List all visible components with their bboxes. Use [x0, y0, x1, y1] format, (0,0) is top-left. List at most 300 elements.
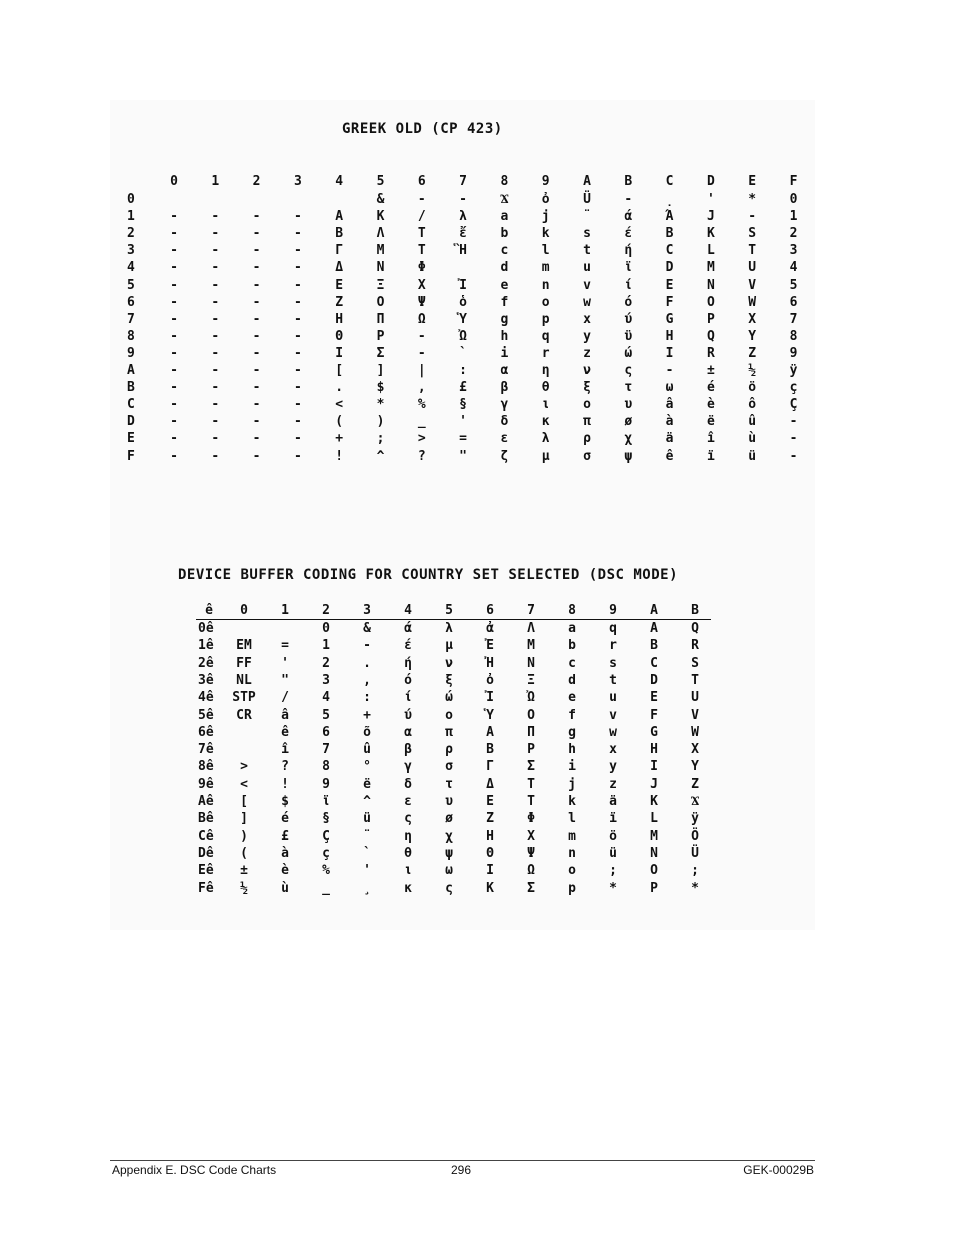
row-header: 8 — [127, 328, 135, 344]
code-cell: CR — [236, 707, 252, 723]
code-cell: î — [706, 431, 715, 447]
row-header: Eê — [198, 863, 214, 879]
code-cell: M — [527, 638, 535, 654]
column-header: 9 — [541, 174, 550, 189]
code-cell: b — [568, 638, 576, 654]
code-cell: ' — [363, 863, 371, 879]
code-cell: ï — [706, 448, 715, 464]
code-cell: - — [170, 311, 178, 327]
code-cell: B — [650, 638, 658, 654]
code-cell: - — [624, 192, 633, 207]
code-cell: ø — [445, 811, 453, 827]
code-cell: μ — [541, 448, 550, 464]
code-cell: R — [706, 345, 715, 361]
code-cell: ± — [240, 863, 248, 879]
code-cell: 4 — [789, 260, 798, 276]
code-cell: ώ — [624, 345, 633, 361]
code-cell: ο — [583, 397, 591, 413]
code-cell: i — [500, 345, 509, 361]
row-header: 0ê — [198, 621, 214, 636]
code-cell: Ω — [527, 863, 535, 879]
code-cell: ι — [404, 863, 412, 879]
code-cell: 5 — [789, 277, 798, 293]
code-cell: " — [459, 448, 467, 464]
column-header: 3 — [363, 603, 371, 618]
code-cell: ξ — [583, 380, 591, 396]
code-cell: Ξ — [527, 672, 535, 688]
code-cell: - — [170, 243, 178, 259]
code-cell: > — [240, 759, 248, 775]
code-cell: ς — [445, 880, 453, 896]
code-cell: L — [650, 811, 658, 827]
code-cell: T — [748, 243, 757, 259]
code-cell: ρ — [445, 742, 453, 758]
row-header: 1 — [127, 209, 135, 225]
row-header: 0 — [127, 192, 135, 207]
code-cell: s — [583, 226, 591, 242]
code-cell: A — [650, 621, 658, 636]
code-cell: u — [609, 690, 617, 706]
code-cell: Φ — [417, 260, 426, 276]
code-cell: - — [252, 260, 261, 276]
column-header: B — [624, 174, 633, 189]
code-cell: - — [211, 311, 220, 327]
code-cell: < — [335, 397, 344, 413]
code-cell: O — [706, 294, 715, 310]
code-cell: - — [252, 226, 261, 242]
row-header: 5 — [127, 277, 135, 293]
code-cell: c — [500, 243, 509, 259]
code-cell: ! — [335, 448, 344, 464]
code-cell: - — [211, 226, 220, 242]
greek-table-title: GREEK OLD (CP 423) — [342, 121, 503, 137]
code-cell: S — [748, 226, 757, 242]
code-cell: Θ — [486, 845, 494, 861]
code-cell: χ — [445, 828, 453, 844]
code-cell: / — [417, 209, 426, 225]
row-header: 9ê — [198, 776, 214, 792]
code-cell: - — [170, 448, 178, 464]
code-cell: 6 — [789, 294, 798, 310]
code-cell: ϊ — [322, 794, 330, 809]
code-cell: ¨ — [363, 828, 371, 844]
code-cell: P — [650, 880, 658, 896]
code-cell: N — [650, 845, 658, 861]
code-cell: - — [211, 328, 220, 344]
column-header: A — [583, 174, 591, 189]
code-cell: η — [541, 363, 550, 378]
code-cell: Σ — [527, 759, 535, 775]
code-cell: & — [363, 621, 371, 636]
code-cell: 4 — [322, 690, 330, 706]
code-cell: γ — [500, 397, 509, 413]
code-cell: ö — [748, 380, 757, 396]
code-cell: NL — [236, 672, 252, 688]
code-cell: F — [665, 294, 674, 310]
code-cell: - — [293, 277, 302, 293]
column-header: 6 — [486, 603, 494, 618]
code-cell: - — [417, 345, 426, 361]
code-cell: F — [650, 707, 658, 723]
code-cell: ü — [609, 845, 617, 861]
code-cell: λ — [445, 621, 453, 636]
code-cell: - — [211, 414, 220, 430]
code-cell: - — [293, 363, 302, 378]
code-cell: - — [252, 209, 261, 225]
row-header: E — [127, 431, 135, 447]
code-cell: = — [281, 638, 289, 654]
code-cell: Ξ — [376, 277, 385, 293]
footer-rule — [110, 1160, 815, 1161]
code-cell: + — [335, 431, 344, 447]
code-cell: N — [527, 655, 535, 671]
code-cell: λ — [541, 431, 550, 447]
code-cell: û — [748, 414, 757, 430]
code-cell: a — [500, 209, 509, 225]
code-cell: q — [609, 621, 617, 636]
code-cell: χ — [624, 431, 633, 447]
column-header: D — [706, 174, 715, 189]
code-cell: D — [665, 260, 674, 276]
row-header: Aê — [198, 794, 214, 809]
code-cell: - — [211, 209, 220, 225]
code-cell: ό — [624, 294, 633, 310]
code-cell: Ψ — [417, 294, 426, 310]
code-cell: ü — [748, 448, 757, 464]
code-cell: Ἐ — [486, 638, 494, 654]
column-header: 0 — [170, 174, 178, 189]
code-cell: Ö — [691, 828, 699, 844]
code-cell: f — [568, 707, 576, 723]
code-cell: M — [650, 828, 658, 844]
code-cell: ύ — [404, 707, 412, 723]
code-cell: g — [500, 311, 509, 327]
code-cell: α — [500, 363, 509, 378]
code-cell: r — [609, 638, 617, 654]
code-cell: - — [252, 277, 261, 293]
column-header: 7 — [459, 174, 467, 189]
code-cell: y — [583, 328, 591, 344]
code-cell: j — [541, 209, 550, 225]
code-cell: - — [789, 431, 798, 447]
code-cell: & — [376, 192, 385, 207]
code-cell: ç — [789, 380, 798, 396]
code-cell: - — [211, 277, 220, 293]
code-cell: ÿ — [691, 811, 699, 827]
row-header: Fê — [198, 880, 214, 896]
code-cell: ; — [376, 431, 385, 447]
code-cell: H — [486, 828, 494, 844]
code-cell: - — [211, 243, 220, 259]
code-cell: Y — [691, 759, 699, 775]
code-cell: - — [211, 397, 220, 413]
code-cell: ( — [335, 414, 344, 430]
code-cell: s — [609, 655, 617, 671]
code-cell: % — [322, 863, 330, 879]
code-cell: I — [650, 759, 658, 775]
code-cell: E — [650, 690, 658, 706]
code-cell: ὀ — [541, 192, 550, 207]
column-header: 8 — [568, 603, 576, 618]
row-header: 5ê — [198, 707, 214, 723]
code-cell: - — [170, 328, 178, 344]
code-cell: Q — [691, 621, 699, 636]
code-cell: - — [170, 209, 178, 225]
code-cell: $ — [281, 794, 289, 809]
code-cell: - — [293, 243, 302, 259]
code-cell: Π — [527, 724, 535, 740]
code-cell: B — [335, 226, 344, 242]
code-cell: õ — [363, 724, 371, 740]
code-cell: û — [363, 742, 371, 758]
code-cell: 7 — [322, 742, 330, 758]
code-cell: - — [252, 431, 261, 447]
column-header: 2 — [252, 174, 261, 189]
code-cell: U — [748, 260, 757, 276]
code-cell: q — [541, 328, 550, 344]
column-header: 6 — [417, 174, 426, 189]
code-cell: ί — [624, 277, 633, 293]
code-cell: - — [170, 397, 178, 413]
code-cell: ö — [609, 828, 617, 844]
column-header: 0 — [240, 603, 248, 618]
code-cell: V — [748, 277, 757, 293]
code-cell: π — [583, 414, 591, 430]
code-cell: Ψ — [527, 845, 535, 861]
code-cell: - — [293, 414, 302, 430]
row-header: Dê — [198, 845, 214, 861]
code-cell: J — [706, 209, 715, 225]
code-cell: Z — [486, 811, 494, 827]
code-cell: - — [417, 328, 426, 344]
code-cell: ù — [748, 431, 757, 447]
code-cell: X — [691, 742, 699, 758]
code-cell: v — [609, 707, 617, 723]
code-cell: ç — [322, 845, 330, 861]
code-cell: ï — [609, 811, 617, 827]
row-header: 6ê — [198, 724, 214, 740]
code-cell: ë — [363, 776, 371, 792]
code-cell: - — [293, 209, 302, 225]
code-cell: β — [404, 742, 412, 758]
code-cell: h — [568, 742, 576, 758]
code-cell: â — [665, 397, 674, 413]
code-cell: - — [170, 380, 178, 396]
code-cell: b — [500, 226, 509, 242]
code-cell: Φ — [527, 811, 535, 827]
code-cell: ¨ — [583, 209, 591, 225]
code-cell: - — [293, 294, 302, 310]
code-cell: - — [170, 414, 178, 430]
code-cell: 1 — [322, 638, 330, 654]
code-cell: - — [211, 431, 220, 447]
code-cell: ἔ — [459, 226, 467, 242]
row-header: 7 — [127, 311, 135, 327]
code-cell: FF — [236, 655, 252, 671]
code-cell: EM — [236, 638, 252, 654]
code-cell: - — [789, 448, 798, 464]
code-cell: ^ — [363, 794, 371, 809]
code-cell: - — [252, 328, 261, 344]
code-cell: j — [568, 776, 576, 792]
column-header: C — [665, 174, 674, 189]
code-cell: Ά — [665, 209, 674, 225]
code-cell: ô — [748, 397, 757, 413]
code-cell: o — [445, 707, 453, 723]
code-cell: θ — [541, 380, 550, 396]
code-cell: ê — [665, 448, 674, 464]
code-cell: x — [609, 742, 617, 758]
code-cell: Ὠ — [527, 690, 535, 706]
column-header: 1 — [281, 603, 289, 618]
code-cell: T — [417, 243, 426, 259]
code-cell: £ — [281, 828, 289, 844]
code-cell: - — [293, 380, 302, 396]
code-cell: - — [293, 226, 302, 242]
row-header: 8ê — [198, 759, 214, 775]
code-cell: - — [170, 345, 178, 361]
row-header: 4 — [127, 260, 135, 276]
code-cell: > — [417, 431, 426, 447]
code-cell: ] — [376, 363, 385, 378]
code-cell: Ἣ — [459, 243, 467, 259]
code-cell: ι — [541, 397, 550, 413]
code-cell: . — [363, 655, 371, 671]
code-cell: ί — [404, 690, 412, 706]
row-header: 6 — [127, 294, 135, 310]
code-cell: ± — [706, 363, 715, 378]
code-cell: ' — [459, 414, 467, 430]
code-cell: ü — [363, 811, 371, 827]
code-cell: 0 — [789, 192, 798, 207]
code-cell: Ἠ — [486, 655, 494, 671]
code-cell: h — [500, 328, 509, 344]
code-cell: P — [706, 311, 715, 327]
code-cell: 6 — [322, 724, 330, 740]
code-cell: î — [281, 742, 289, 758]
column-header: 1 — [211, 174, 220, 189]
code-cell: ` — [363, 845, 371, 861]
code-cell: Z — [748, 345, 757, 361]
code-cell: - — [293, 431, 302, 447]
code-cell: 0 — [322, 621, 330, 636]
code-cell: u — [583, 260, 591, 276]
code-cell: - — [252, 294, 261, 310]
code-cell: % — [417, 397, 426, 413]
dsc-header-rule — [196, 619, 711, 620]
row-header: C — [127, 397, 135, 413]
code-cell: - — [211, 345, 220, 361]
code-cell: ) — [240, 828, 248, 844]
code-cell: ] — [240, 811, 248, 827]
code-cell: - — [459, 192, 467, 207]
code-cell: J — [650, 776, 658, 792]
code-cell: 2 — [789, 226, 798, 242]
code-cell: - — [748, 209, 757, 225]
code-cell: - — [211, 260, 220, 276]
code-cell: Λ — [376, 226, 385, 242]
code-cell: B — [486, 742, 494, 758]
code-cell: , — [363, 672, 371, 688]
code-cell: - — [170, 277, 178, 293]
code-cell: * — [609, 880, 617, 896]
code-cell: e — [568, 690, 576, 706]
code-cell: ? — [417, 448, 426, 464]
code-cell: n — [541, 277, 550, 293]
code-cell: O — [527, 707, 535, 723]
code-cell: l — [568, 811, 576, 827]
code-cell: - — [211, 294, 220, 310]
code-cell: E — [335, 277, 344, 293]
code-cell: π — [445, 724, 453, 740]
code-cell: ς — [404, 811, 412, 827]
code-cell: E — [665, 277, 674, 293]
code-cell: H — [665, 328, 674, 344]
column-header: 4 — [404, 603, 412, 618]
code-cell: Ç — [322, 828, 330, 844]
footer-document-id: GEK-00029B — [743, 1163, 814, 1177]
code-cell: - — [170, 294, 178, 310]
code-cell: Ç — [789, 397, 798, 413]
code-cell: ` — [459, 345, 467, 361]
code-cell: Z — [691, 776, 699, 792]
column-header: E — [748, 174, 757, 189]
code-cell: ς — [624, 363, 633, 378]
code-cell: E — [486, 794, 494, 809]
code-cell: O — [650, 863, 658, 879]
code-cell: ὁ — [459, 294, 467, 310]
code-cell: à — [281, 845, 289, 861]
code-cell: è — [281, 863, 289, 879]
code-cell: m — [541, 260, 550, 276]
code-cell: Ϫ — [499, 192, 509, 207]
code-cell: H — [335, 311, 344, 327]
code-cell: ή — [624, 243, 633, 259]
code-cell: Ω — [417, 311, 426, 327]
footer-page-number: 296 — [451, 1163, 472, 1177]
code-cell: 9 — [789, 345, 798, 361]
code-cell: k — [541, 226, 550, 242]
code-cell: l — [541, 243, 550, 259]
code-cell: _ — [417, 414, 426, 430]
row-header: 7ê — [198, 742, 214, 758]
code-cell: Λ — [527, 621, 535, 636]
code-cell: ù — [281, 880, 289, 896]
code-cell: I — [335, 345, 344, 361]
code-cell: y — [609, 759, 617, 775]
code-cell: Ἰ — [486, 690, 494, 706]
code-cell: έ — [624, 226, 633, 242]
code-cell: à — [665, 414, 674, 430]
code-cell: S — [691, 655, 699, 671]
code-cell: ; — [609, 863, 617, 879]
code-cell: - — [170, 431, 178, 447]
code-cell: a — [568, 621, 576, 636]
code-cell: G — [665, 311, 674, 327]
code-cell: M — [706, 260, 715, 276]
code-cell: η — [404, 828, 412, 844]
code-cell: σ — [583, 448, 591, 464]
column-header: A — [650, 603, 658, 618]
code-cell: I — [486, 863, 494, 879]
column-header: 3 — [293, 174, 302, 189]
code-cell: K — [706, 226, 715, 242]
code-cell: - — [252, 243, 261, 259]
code-cell: Ü — [691, 845, 699, 861]
code-cell: - — [789, 414, 798, 430]
code-cell: κ — [404, 880, 412, 896]
code-cell: Ὑ — [459, 311, 467, 327]
